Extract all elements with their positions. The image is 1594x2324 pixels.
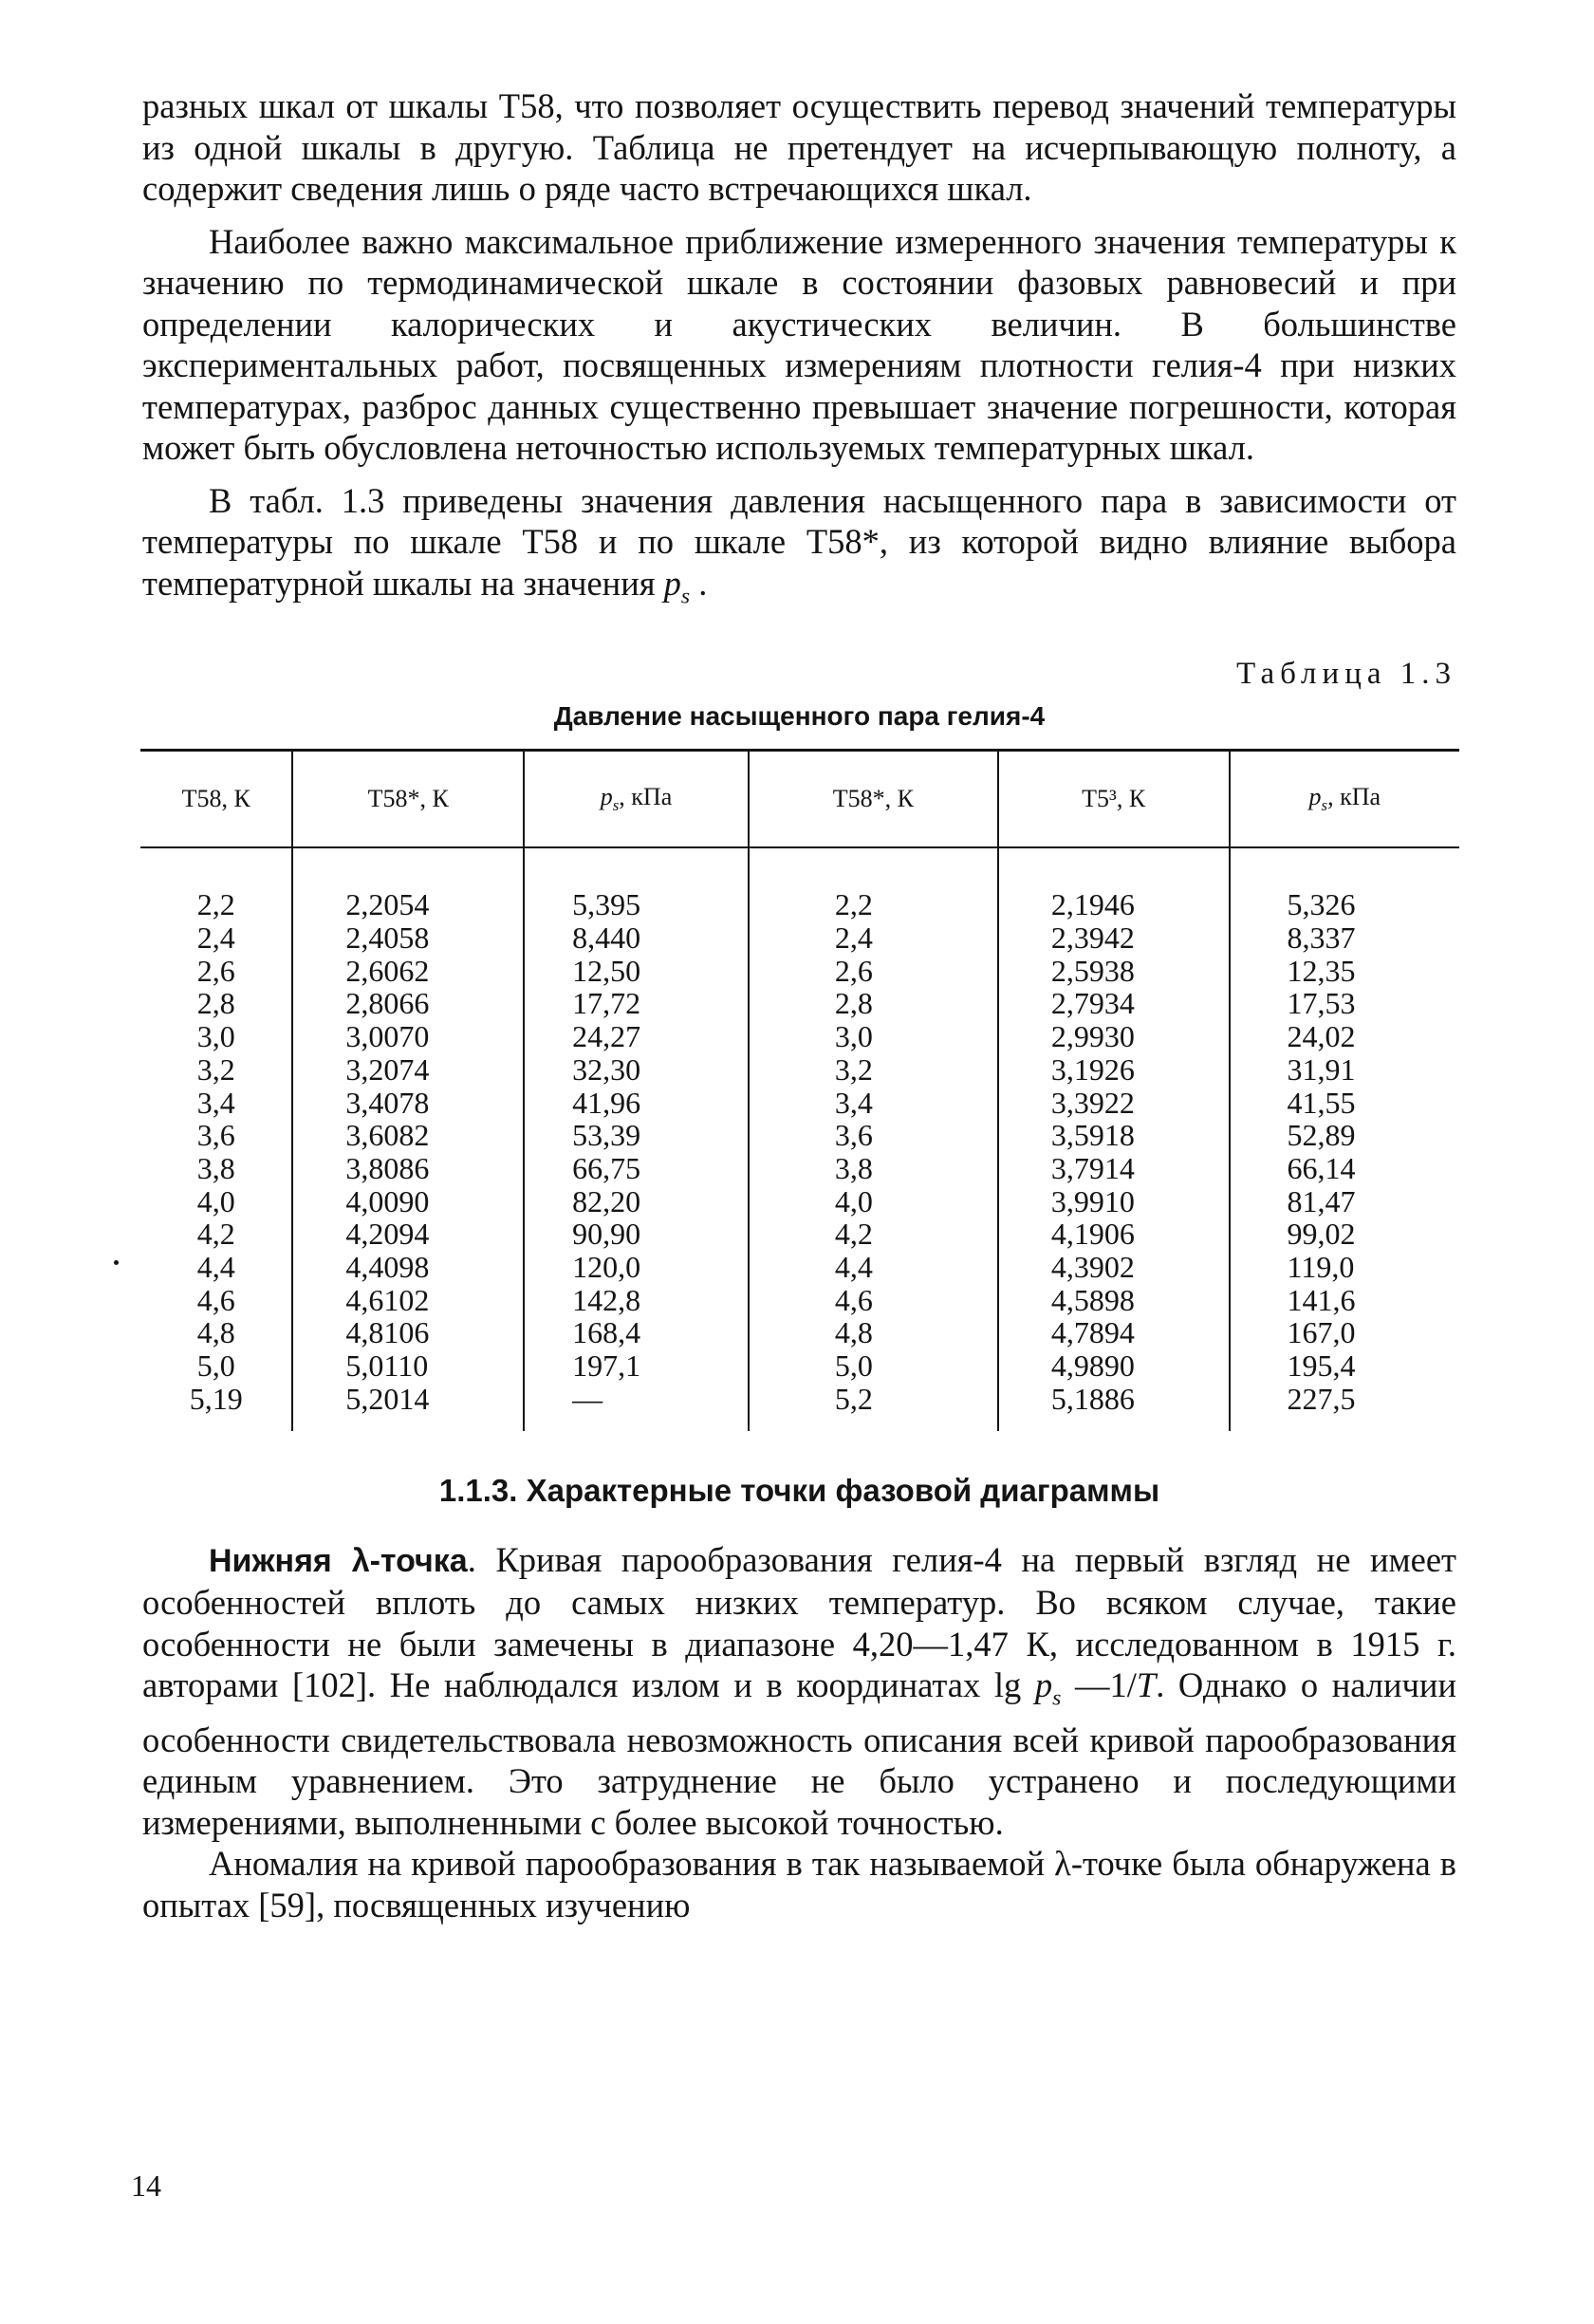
table-cell: 5,0110 — [345, 1348, 429, 1384]
table-cell: 3,0 — [196, 1019, 235, 1054]
table-cell: 5,19 — [189, 1381, 243, 1416]
header-t58-2: Т5³, К — [998, 751, 1230, 848]
table-cell: 3,2 — [196, 1051, 235, 1087]
paragraph-end-mark: . — [690, 563, 708, 603]
table-cell: 4,0 — [196, 1183, 235, 1218]
table-cell: 2,6 — [834, 953, 873, 988]
table-cell: 52,89 — [1287, 1118, 1356, 1153]
page-number: 14 — [131, 2168, 161, 2203]
header-pressure — [524, 751, 749, 848]
table-cell: 2,2 — [196, 887, 235, 922]
table-cell: 3,6 — [196, 1118, 235, 1153]
table-cell: 4,4098 — [345, 1250, 430, 1285]
table-cell: 3,6082 — [345, 1118, 430, 1153]
table-cell: 5,395 — [572, 887, 641, 922]
table-cell: 8,440 — [572, 920, 641, 955]
column-t58-star-2 — [749, 847, 998, 1430]
paragraph-accuracy: Наиболее важно максимальное приближение измеренного значения температуры к значению по термодинамической шкале в состоянии фазовых равновесий и при определении калорических и акустических величин. В большинстве экспериментальных работ, посвященных измерениям плотности гелия-4 при низких температурах, разброс данных существенно превышает значение погрешности, которая может быть обусловлена неточностью используемых температурных шкал. — [142, 221, 1456, 467]
paragraph-lambda-text-1: . Кривая парообразования гелия-4 на первый взгляд не имеет особенностей вплоть до самых низких температур. Во всяком случае, такие особенности не были замечены в диапазоне 4,20—1,47 К, исследованном в 1915 г. авторами [102]. Не наблюдался излом и в координатах lg — [142, 1539, 1456, 1705]
table-cell: 4,6102 — [345, 1282, 430, 1317]
table-cell: 5,1886 — [1050, 1381, 1135, 1416]
header-pressure-2-symbol: p — [1308, 783, 1322, 811]
table-cell: 119,0 — [1287, 1250, 1355, 1285]
table-cell: 195,4 — [1287, 1348, 1356, 1384]
paragraph-table-reference-text: В табл. 1.3 приведены значения давления насыщенного пара в зависимости от температуры по шкале Т58 и по шкале Т58*, из которой видно влияние выбора температурной шкалы на значения — [142, 480, 1456, 603]
table-cell: 3,2 — [834, 1051, 873, 1087]
table-cell: 3,7914 — [1050, 1150, 1135, 1185]
header-pressure-symbol: p — [600, 783, 613, 811]
table-cell: 41,55 — [1287, 1085, 1356, 1120]
table-cell: 4,8 — [834, 1315, 873, 1350]
table-cell: 99,02 — [1287, 1217, 1356, 1252]
table-cell: 4,8106 — [345, 1315, 430, 1350]
table-cell: 4,1906 — [1050, 1217, 1135, 1252]
paragraph-lambda-text-3: . Однако о наличии особенности свидетельствовала невозможность описания всей кривой парообразования единым уравнением. Это затруднение не было устранено и последующими измерениями, выполненными с более высокой точностью. — [142, 1665, 1456, 1842]
table-cell: 168,4 — [572, 1315, 641, 1350]
header-pressure-2 — [1230, 751, 1459, 848]
pressure-subscript: s — [680, 583, 691, 608]
table-cell: — — [572, 1381, 603, 1416]
table-cell: 12,35 — [1287, 953, 1356, 988]
column-t58-2 — [998, 847, 1230, 1430]
table-cell: 2,8 — [834, 986, 873, 1021]
table-cell: 142,8 — [572, 1282, 641, 1317]
table-cell: 2,7934 — [1050, 986, 1135, 1021]
table-cell: 66,14 — [1287, 1150, 1356, 1185]
table-cell: 53,39 — [572, 1118, 641, 1153]
header-t58-star-2: Т58*, К — [749, 751, 998, 848]
stray-dot — [114, 1260, 119, 1265]
table-cell: 120,0 — [572, 1250, 641, 1285]
table-cell: 3,0070 — [345, 1019, 430, 1054]
table-cell: 2,6062 — [345, 953, 430, 988]
pressure-subscript-2: s — [1052, 1685, 1062, 1711]
table-cell: 5,2 — [834, 1381, 873, 1416]
column-pressure — [524, 847, 749, 1430]
table-cell: 3,8 — [834, 1150, 873, 1185]
table-cell: 4,5898 — [1050, 1282, 1135, 1317]
table-cell: 4,0 — [834, 1183, 873, 1218]
table-caption: Давление насыщенного пара гелия-4 — [553, 701, 1046, 732]
table-cell: 81,47 — [1287, 1183, 1356, 1218]
table-cell: 66,75 — [572, 1150, 641, 1185]
table-cell: 32,30 — [572, 1051, 641, 1087]
table-cell: 197,1 — [572, 1348, 641, 1384]
table-cell: 5,0 — [834, 1348, 873, 1384]
paragraph-lead: Нижняя λ-точка — [209, 1542, 468, 1579]
table-cell: 4,4 — [196, 1250, 235, 1285]
table-cell: 3,8086 — [345, 1150, 430, 1185]
table-cell: 82,20 — [572, 1183, 641, 1218]
column-pressure-2 — [1230, 847, 1459, 1430]
paragraph-intro: разных шкал от шкалы Т58, что позволяет осуществить перевод значений температуры из одной шкалы в другую. Таблица не претендует на исчерпывающую полноту, а содержит сведения лишь о ряде часто встречающихся шкал. — [142, 86, 1456, 208]
table-cell: 4,6 — [196, 1282, 235, 1317]
table-cell: 4,9890 — [1050, 1348, 1135, 1384]
table-header-row — [140, 751, 1459, 848]
header-pressure-2-unit: , кПа — [1327, 783, 1381, 811]
table-cell: 2,4058 — [345, 920, 430, 955]
table-cell: 4,8 — [196, 1315, 235, 1350]
table-cell: 3,6 — [834, 1118, 873, 1153]
section-title: 1.1.3. Характерные точки фазовой диаграммы — [438, 1472, 1160, 1508]
table-cell: 4,2 — [834, 1217, 873, 1252]
pressure-symbol: p — [663, 563, 681, 603]
pressure-symbol-2: p — [1034, 1665, 1053, 1705]
table-cell: 3,4 — [834, 1085, 873, 1120]
header-pressure-2-subscript: s — [1321, 796, 1328, 815]
table-cell: 2,4 — [196, 920, 235, 955]
table-cell: 5,0 — [196, 1348, 235, 1384]
column-t58 — [140, 847, 292, 1430]
column-t58-star — [292, 847, 524, 1430]
table-cell: 17,72 — [572, 986, 641, 1021]
table-cell: 3,9910 — [1050, 1183, 1135, 1218]
table-cell: 3,0 — [834, 1019, 873, 1054]
table-cell: 3,5918 — [1050, 1118, 1135, 1153]
table-cell: 3,8 — [196, 1150, 235, 1185]
table-cell: 12,50 — [572, 953, 641, 988]
table-cell: 3,2074 — [345, 1051, 430, 1087]
table-cell: 4,2 — [196, 1217, 235, 1252]
pressure-table — [142, 749, 1456, 1430]
header-t58: Т58, К — [140, 751, 292, 848]
header-pressure-subscript: s — [612, 796, 620, 815]
table-cell: 4,6 — [834, 1282, 873, 1317]
temperature-symbol: T — [1136, 1665, 1157, 1705]
table-cell: 3,4078 — [345, 1085, 430, 1120]
table-body-row — [140, 847, 1459, 1430]
header-pressure-unit: , кПа — [619, 783, 673, 811]
table-cell: 2,4 — [834, 920, 873, 955]
table-cell: 2,8 — [196, 986, 235, 1021]
paragraph-anomaly: Аномалия на кривой парообразования в так называемой λ-точке была обнаружена в опытах [59], посвященных изучению — [142, 1844, 1456, 1924]
table-cell: 2,1946 — [1050, 887, 1135, 922]
table-cell: 2,9930 — [1050, 1019, 1135, 1054]
table-cell: 4,3902 — [1050, 1250, 1135, 1285]
table-cell: 90,90 — [572, 1217, 641, 1252]
table-cell: 31,91 — [1287, 1051, 1356, 1087]
table-cell: 4,7894 — [1050, 1315, 1135, 1350]
table-cell: 2,5938 — [1050, 953, 1135, 988]
table-cell: 17,53 — [1287, 986, 1356, 1021]
table-cell: 2,2 — [834, 887, 873, 922]
header-t58-star: Т58*, К — [292, 751, 524, 848]
table-cell: 3,3922 — [1050, 1085, 1135, 1120]
table-cell: 2,3942 — [1050, 920, 1135, 955]
table-cell: 24,27 — [572, 1019, 641, 1054]
table-cell: 2,8066 — [345, 986, 430, 1021]
page-body — [142, 85, 1456, 1925]
paragraph-lambda-text-2: —1/ — [1061, 1665, 1137, 1705]
table-cell: 3,1926 — [1050, 1051, 1135, 1087]
table-cell: 167,0 — [1287, 1315, 1356, 1350]
table-cell: 4,0090 — [345, 1183, 430, 1218]
table-cell: 4,2094 — [345, 1217, 430, 1252]
table-cell: 8,337 — [1287, 920, 1356, 955]
table-cell: 5,2014 — [345, 1381, 430, 1416]
table-cell: 4,4 — [834, 1250, 873, 1285]
table-label: Таблица 1.3 — [1236, 657, 1456, 692]
table-cell: 3,4 — [196, 1085, 235, 1120]
table-cell: 41,96 — [572, 1085, 641, 1120]
table-cell: 5,326 — [1287, 887, 1356, 922]
table-cell: 227,5 — [1287, 1381, 1356, 1416]
table-cell: 2,2054 — [345, 887, 430, 922]
table-cell: 2,6 — [196, 953, 235, 988]
table-cell: 24,02 — [1287, 1019, 1356, 1054]
paragraph-lambda-point — [142, 1539, 1456, 1844]
table-cell: 141,6 — [1287, 1282, 1356, 1317]
paragraph-table-reference — [142, 480, 1456, 618]
